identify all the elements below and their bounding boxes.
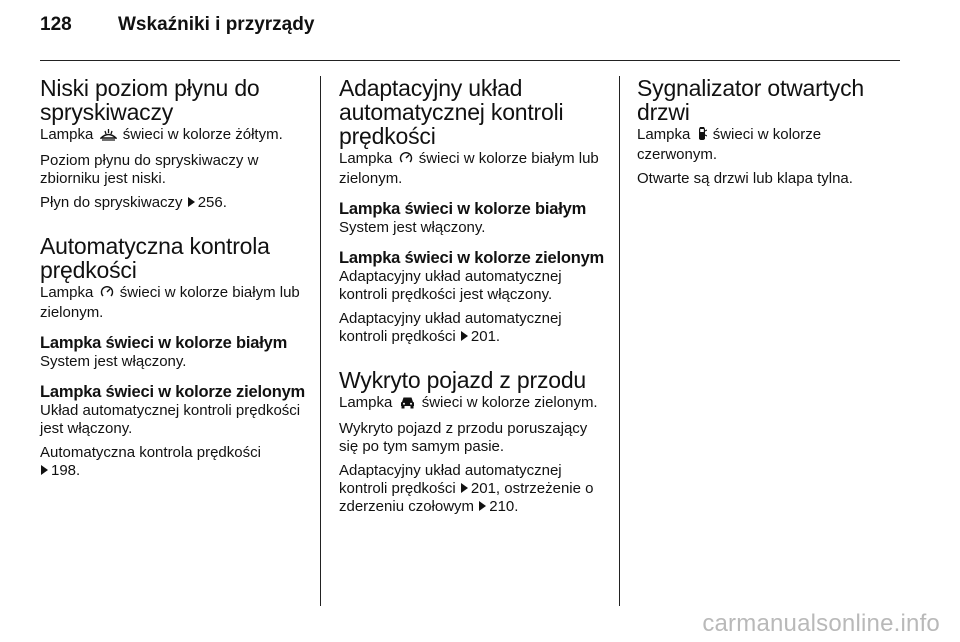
subheading-green: Lampka świeci w kolorze zielonym [339,249,605,267]
paragraph: Adaptacyjny układ automatycznej kontroli prędkości 201. [339,310,562,345]
subheading-green: Lampka świeci w kolorze zielonym [40,383,306,401]
page-reference-arrow-icon [188,197,195,207]
header-divider [40,60,900,61]
cruise-control-icon [100,285,114,304]
subheading-white: Lampka świeci w kolorze białym [40,334,288,352]
cruise-control-icon [399,151,413,170]
section-heading-door-open: Sygnalizator otwartych drzwi [637,75,864,125]
running-title: Wskaźniki i przyrządy [118,14,315,35]
watermark: carmanualsonline.info [702,610,940,637]
section-heading-vehicle-ahead: Wykryto pojazd z przodu [339,367,587,393]
column-divider [320,76,321,606]
page-reference-arrow-icon [461,331,468,341]
paragraph: System jest włączony. [339,219,486,236]
column-left [40,76,308,486]
paragraph: Płyn do spryskiwaczy 256. [40,194,227,211]
section-heading-washer-fluid: Niski poziom płynu do spryskiwaczy [40,75,260,125]
page-number: 128 [40,14,72,35]
paragraph: Lampka świeci w kolorze żółtym. [40,126,308,146]
section-heading-adaptive-cruise: Adaptacyjny układ automatycznej kontroli prędkości [339,75,564,149]
section-heading-cruise-control: Automatyczna kontrola prędkości [40,233,270,283]
column-middle [339,76,607,522]
column-divider [619,76,620,606]
page-reference-arrow-icon [41,465,48,475]
column-right [637,76,905,194]
paragraph: Adaptacyjny układ automatycznej kontroli prędkości jest włączony. [339,268,562,303]
washer-fluid-icon [100,126,117,146]
paragraph: Adaptacyjny układ automatycznej kontroli prędkości 201, ostrzeżenie o zderzeniu czołowym 210. [339,462,594,515]
page-reference[interactable]: 198. [51,462,81,479]
paragraph: Otwarte są drzwi lub klapa tylna. [637,170,853,187]
paragraph: Automatyczna kontrola prędkości 198. [40,444,261,479]
paragraph: Lampka świeci w kolorze czerwonym. [637,126,822,163]
page-reference-arrow-icon [461,483,468,493]
paragraph: Poziom płynu do spryskiwaczy w zbiorniku jest niski. [40,152,259,187]
paragraph: Wykryto pojazd z przodu poruszający się po tym samym pasie. [339,420,588,455]
subheading-white: Lampka świeci w kolorze białym [339,200,587,218]
page-reference[interactable]: 201, [470,480,501,497]
paragraph: System jest włączony. [40,353,187,370]
page-reference[interactable]: 201. [470,328,501,345]
paragraph: Lampka świeci w kolorze zielonym. [339,394,607,414]
page-header [40,14,920,48]
page-reference[interactable]: 210. [489,498,519,515]
page-reference-arrow-icon [479,501,486,511]
page-reference[interactable]: 256. [197,194,227,211]
door-open-icon [697,126,707,146]
paragraph: Lampka świeci w kolorze białym lub zielonym. [339,150,599,187]
paragraph: Lampka świeci w kolorze białym lub zielonym. [40,284,300,321]
vehicle-ahead-icon [399,395,416,414]
paragraph: Układ automatycznej kontroli prędkości jest włączony. [40,402,301,437]
